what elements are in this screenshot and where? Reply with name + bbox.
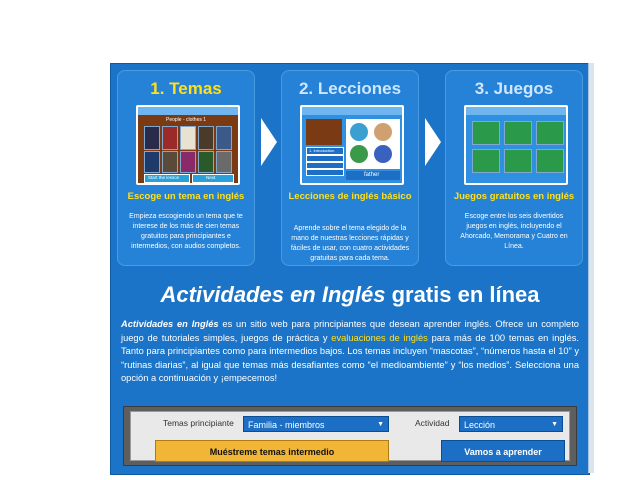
show-intermediate-button[interactable]: Muéstreme temas intermedio bbox=[155, 440, 389, 462]
clothing-image bbox=[144, 126, 160, 150]
game-tile bbox=[504, 121, 532, 145]
games-screenshot bbox=[464, 105, 568, 185]
word-label: father bbox=[346, 171, 400, 180]
screenshot-caption: People - clothes 1 bbox=[166, 117, 207, 123]
person-avatar bbox=[350, 123, 368, 141]
step-games[interactable] bbox=[445, 70, 583, 266]
chevron-down-icon: ▼ bbox=[377, 421, 384, 428]
form-inner bbox=[130, 411, 570, 461]
lesson-menu-item: 1. Introduction bbox=[306, 147, 344, 155]
family-picture bbox=[346, 119, 400, 169]
arrow-right-icon bbox=[425, 118, 441, 166]
clothing-image bbox=[216, 126, 232, 150]
activity-select[interactable] bbox=[459, 416, 563, 432]
selection-form bbox=[123, 406, 577, 466]
screenshot-toolbar bbox=[466, 107, 566, 115]
step-description: Empieza escogiendo un tema que te interese de los más de cien temas gratuitos para principiantes e intermedios, con audios completos. bbox=[129, 213, 243, 250]
clothing-image bbox=[180, 126, 196, 150]
activity-label: Actividad bbox=[415, 418, 450, 428]
game-tile bbox=[536, 121, 564, 145]
step-title: 2. Lecciones bbox=[298, 79, 402, 98]
step-topics[interactable] bbox=[117, 70, 255, 266]
person-avatar bbox=[374, 123, 392, 141]
lesson-text-box bbox=[306, 119, 342, 145]
step-subtitle: Juegos gratuitos en inglés bbox=[453, 191, 575, 202]
clothing-image bbox=[180, 151, 196, 173]
screenshot-toolbar bbox=[302, 107, 402, 115]
brand-name: Actividades en Inglés bbox=[121, 319, 219, 329]
topic-label: Temas principiante bbox=[163, 418, 234, 428]
arrow-right-icon bbox=[261, 118, 277, 166]
clothing-image bbox=[216, 151, 232, 173]
clothing-image bbox=[162, 151, 178, 173]
start-lesson-button: Start the lesson bbox=[144, 174, 190, 183]
topic-select-value: Familia - miembros bbox=[248, 420, 325, 430]
lesson-menu-item bbox=[306, 162, 344, 169]
lessons-screenshot bbox=[300, 105, 404, 185]
activity-select-value: Lección bbox=[464, 420, 496, 430]
main-panel bbox=[110, 63, 590, 475]
chevron-down-icon: ▼ bbox=[551, 421, 558, 428]
person-avatar bbox=[350, 145, 368, 163]
step-subtitle: Lecciones de inglés básico bbox=[288, 191, 412, 202]
lets-learn-button[interactable]: Vamos a aprender bbox=[441, 440, 565, 462]
game-tile bbox=[504, 149, 532, 173]
game-tile bbox=[472, 121, 500, 145]
topic-select[interactable] bbox=[243, 416, 389, 432]
step-description: Escoge entre los seis divertidos juegos en inglés, incluyendo el Ahorcado, Memorama y Cuatro en Línea. bbox=[460, 213, 568, 250]
step-title: 1. Temas bbox=[150, 79, 222, 98]
clothing-image bbox=[198, 151, 214, 173]
title-italic: Actividades en Inglés bbox=[160, 282, 386, 307]
clothing-image bbox=[162, 126, 178, 150]
clothing-image bbox=[144, 151, 160, 173]
step-description: Aprende sobre el tema elegido de la mano de nuestras lecciones rápidas y fáciles de usar, con cuatro actividades gratuitas para cada tema. bbox=[290, 225, 410, 262]
step-lessons[interactable] bbox=[281, 70, 419, 266]
paragraph-text: es un sitio web para principiantes que desean aprender inglés. Ofrece un completo juego de tutoriales simples, juegos de práctica y bbox=[121, 319, 579, 343]
screenshot-toolbar bbox=[138, 107, 238, 115]
next-button: Next bbox=[192, 174, 234, 183]
game-tile bbox=[536, 149, 564, 173]
step-title: 3. Juegos bbox=[474, 79, 554, 98]
topics-screenshot bbox=[136, 105, 240, 185]
evaluations-link[interactable]: evaluaciones de inglés bbox=[331, 332, 428, 343]
paragraph-text: para más de 100 temas en inglés. Tanto para principiantes como para intermedios bajos. Los temas incluyen “mascotas”, “números hasta el 10” y “rutinas diarias”, al igual que temas más desafiantes como “el medioambiente” y “los medios”. Selecciona una opción a continuación y ¡empecemos! bbox=[121, 332, 579, 383]
intro-paragraph bbox=[121, 318, 579, 386]
step-subtitle: Escoge un tema en inglés bbox=[127, 191, 245, 202]
game-tile bbox=[472, 149, 500, 173]
clothing-image bbox=[198, 126, 214, 150]
person-avatar bbox=[374, 145, 392, 163]
page-title bbox=[111, 282, 589, 308]
lesson-menu-item bbox=[306, 169, 344, 176]
lesson-menu-item bbox=[306, 155, 344, 162]
title-rest: gratis en línea bbox=[391, 282, 540, 307]
scrollbar-edge bbox=[588, 63, 594, 473]
